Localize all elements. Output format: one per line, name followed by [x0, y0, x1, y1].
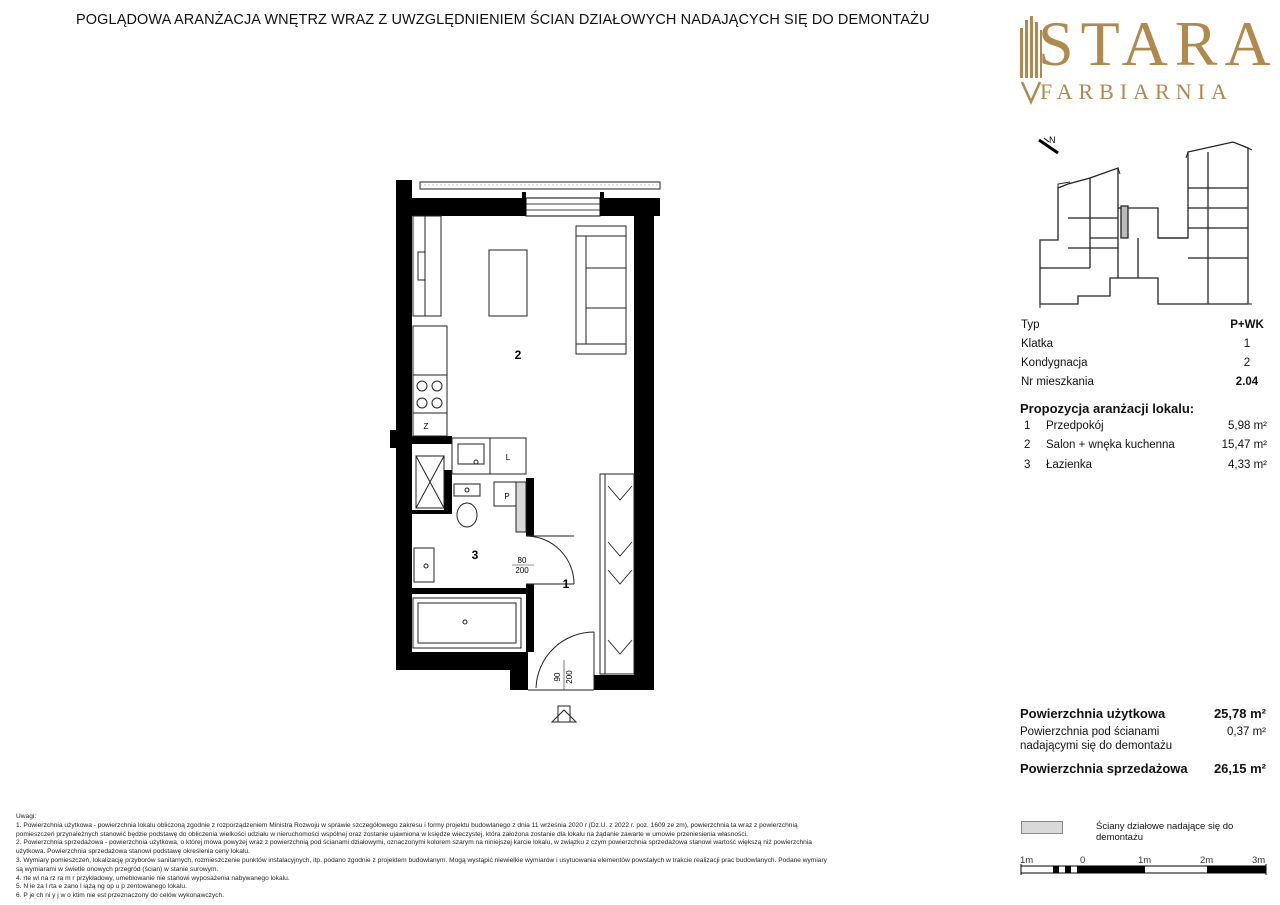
- legend-swatch: [1021, 821, 1063, 834]
- washbasin: [414, 548, 434, 582]
- room-number-1: 1: [562, 577, 570, 591]
- note-line: 4. rte wi na rz ra m r przykładowy, umeblowanie nie stanowi wyposażenia nabywanego lokalu.: [16, 874, 290, 882]
- note-line: są wymiarami w świetle onowych przegród (ścian) w stanie surowym.: [16, 865, 219, 873]
- shower: [416, 456, 444, 508]
- info-label: Nr mieszkania: [1021, 375, 1094, 388]
- note-line: 6. P je ch ni y j w o ktim nie est przeznaczony do celów wykonawczych.: [16, 892, 225, 900]
- notes-heading: Uwagi:: [16, 813, 37, 820]
- hallway-wardrobe: [600, 474, 634, 674]
- room-row: [1021, 455, 1267, 475]
- coffee-table: [489, 250, 527, 316]
- room-row: [1021, 416, 1267, 436]
- room-area: 5,98 m²: [1228, 419, 1267, 432]
- note-line: użytkowa. Powierzchnia sprzedażowa stanowi podstawę określenia ceny lokalu.: [16, 848, 250, 856]
- scale-bar: [1020, 855, 1268, 877]
- floor-plan: [380, 170, 680, 725]
- area-totals: [1020, 703, 1266, 778]
- scale-label: 3m: [1252, 855, 1266, 866]
- legend-text: Ściany działowe nadające się do demontażu: [1096, 821, 1234, 843]
- info-row-staircase: [1021, 334, 1267, 353]
- note-line: 2. Powierzchnia sprzedażowa - powierzchnia użytkowa, o której mowa powyżej wraz z powierzchnią pod ścianami działowymi, oznaczonymi kolorem szarym na niniejszej karcie lokalu, w związku z czym powierzchnia sprzedażowa stanowi wartość większą niż powierzchnia: [16, 839, 812, 847]
- room-name: Przedpokój: [1046, 419, 1104, 432]
- info-row-floor: [1021, 353, 1267, 372]
- kitchen: [413, 326, 447, 436]
- sofa: [576, 226, 626, 354]
- key-plan: [1018, 128, 1268, 308]
- walls-area-label-line2: nadającymi się do demontażu: [1020, 740, 1173, 752]
- note-line: 3. Wymiary pomieszczeń, lokalizację przyborów sanitarnych, rozmieszczenie punktów instalacyjnych, itp. podano zgodnie z projektem budowlanym. Mogą wystąpić niewielkie wymiarów i usytuowania elementów powstałych w trakcie realizacji prac budowlanych. Podane wymiary: [16, 856, 827, 864]
- scale-label: 0: [1080, 855, 1086, 866]
- north-label: N: [1049, 135, 1056, 145]
- room-name: Łazienka: [1046, 458, 1093, 471]
- walls: [390, 180, 660, 690]
- boiler: [494, 482, 526, 532]
- logo-text-stara: STARA: [1038, 8, 1278, 79]
- note-line: pomieszczeń przynależnych stanowić będzie podstawę do obliczenia wielkości udziału w nieruchomości wspólnej oraz zostanie ujawniona w księdze wieczystej, która założona zostanie dla lokalu na żądanie zawarte w umowie przeniesienia własności.: [16, 830, 748, 838]
- entrance-arrow-icon: [552, 706, 576, 722]
- door-bath-height: 200: [515, 566, 529, 575]
- usable-area-label: Powierzchnia użytkowa: [1020, 705, 1166, 721]
- walls-area-row: [1020, 725, 1266, 753]
- info-row-apartment-no: [1021, 372, 1267, 391]
- room-number: 2: [1024, 439, 1031, 452]
- info-value: 1: [1243, 337, 1251, 350]
- info-label: Kondygnacja: [1021, 356, 1088, 369]
- window: [522, 192, 604, 216]
- bathtub: [413, 598, 521, 648]
- scale-label: 1m: [1020, 855, 1034, 866]
- usable-area-value: 25,78 m²: [1213, 705, 1266, 721]
- apartment-info: [1021, 315, 1267, 391]
- room-list: [1021, 416, 1267, 475]
- logo: [1018, 8, 1278, 106]
- door-entry-width: 90: [553, 672, 562, 682]
- sale-area-row: [1020, 758, 1266, 778]
- info-value: 2.04: [1235, 375, 1259, 388]
- balcony-strip: [420, 182, 660, 189]
- fixture-p-label: P: [504, 492, 510, 501]
- scale-label: 2m: [1200, 855, 1214, 866]
- scale-label: 1m: [1138, 855, 1152, 866]
- walls-area-label-line1: Powierzchnia pod ścianami: [1020, 726, 1160, 738]
- info-label: Klatka: [1021, 337, 1053, 350]
- notes: [16, 813, 1006, 901]
- info-row-type: [1021, 315, 1267, 334]
- proposal-heading: Propozycja aranżacji lokalu:: [1020, 401, 1195, 416]
- door-entry-height: 200: [565, 670, 574, 684]
- scale-ruler-icon: [1020, 855, 1268, 877]
- room-area: 15,47 m²: [1221, 439, 1267, 452]
- room-number: 1: [1024, 419, 1031, 432]
- room-number-3: 3: [471, 548, 479, 562]
- room-number: 3: [1024, 458, 1031, 471]
- sale-area-value: 26,15 m²: [1213, 760, 1266, 776]
- door-bath-width: 80: [517, 556, 527, 565]
- walls-area-label: [1020, 725, 1172, 753]
- info-value: 2: [1243, 356, 1251, 369]
- note-line: 1. Powierzchnia użytkowa - powierzchnia lokalu obliczoną zgodnie z rozporządzeniem Ministra Rozwoju w sprawie szczegółowego zakresu i formy projektu budowlanego z dnia 11 września 2020 r (Dz.U. z 2022 r. poz. 1609 ze zm), powierzchnia ta wraz z powierzchnią: [16, 821, 798, 829]
- room-name: Salon + wnęka kuchenna: [1046, 439, 1175, 452]
- walls-area-value: 0,37 m²: [1227, 726, 1266, 738]
- fixture-z-label: Z: [423, 422, 429, 431]
- laundry-units: [452, 438, 526, 474]
- sale-area-label: Powierzchnia sprzedażowa: [1020, 760, 1188, 776]
- room-number-2: 2: [514, 348, 522, 362]
- fixture-l-label: L: [505, 453, 511, 462]
- page-title: POGLĄDOWA ARANŻACJA WNĘTRZ WRAZ Z UWZGLĘDNIENIEM ŚCIAN DZIAŁOWYCH NADAJĄCYCH SIĘ DO DEMONTAŻU: [76, 12, 930, 28]
- usable-area-row: [1020, 703, 1266, 723]
- note-line: 5. N ie za l rta e zano l iążą ng op u p zentowanego lokalu.: [16, 883, 187, 891]
- room-row: [1021, 436, 1267, 456]
- info-value: P+WK: [1230, 318, 1264, 331]
- wardrobe: [413, 216, 441, 316]
- logo-text-farbiarnia: FARBIARNIA: [1040, 79, 1233, 104]
- info-label: Typ: [1021, 318, 1040, 331]
- toilet: [454, 484, 480, 527]
- room-area: 4,33 m²: [1228, 458, 1267, 471]
